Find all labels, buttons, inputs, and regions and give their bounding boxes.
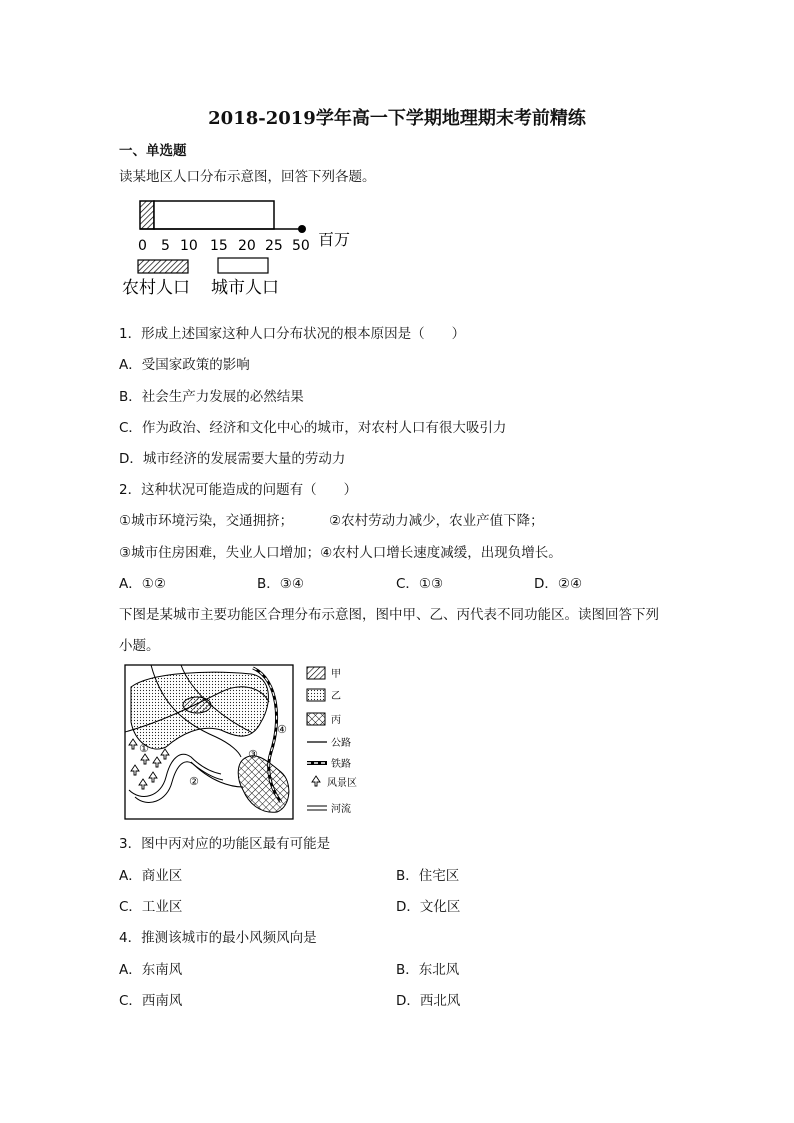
q1-stem: 1．形成上述国家这种人口分布状况的根本原因是（ ） xyxy=(119,326,466,342)
q2-option-b: B．③④ xyxy=(257,576,304,592)
document-title: 2018-2019学年高一下学期地理期末考前精练 xyxy=(208,108,586,129)
q3-option-c: C．工业区 xyxy=(119,899,183,915)
tick-label: 10 xyxy=(180,238,198,254)
legend-rural-swatch xyxy=(138,260,188,273)
legend-jia-label: 甲 xyxy=(331,669,341,680)
city-map-figure xyxy=(121,662,361,824)
q4-stem: 4．推测该城市的最小风频风向是 xyxy=(119,930,317,946)
marker-2: ② xyxy=(189,775,199,788)
tick-label: 50 xyxy=(292,238,310,254)
q4-option-c: C．西南风 xyxy=(119,993,183,1009)
legend-railway-label: 铁路 xyxy=(331,759,351,770)
legend-road-label: 公路 xyxy=(331,738,351,749)
legend-urban-swatch xyxy=(218,258,268,273)
q1-option-c: C．作为政治、经济和文化中心的城市，对农村人口有很大吸引力 xyxy=(119,420,507,436)
q2-statement-2: ②农村劳动力减少，农业产值下降； xyxy=(329,513,544,529)
q4-option-d: D．西北风 xyxy=(396,993,461,1009)
q3-stem: 3．图中丙对应的功能区最有可能是 xyxy=(119,836,331,852)
intro-2-line-1: 下图是某城市主要功能区合理分布示意图，图中甲、乙、丙代表不同功能区。读图回答下列 xyxy=(119,607,659,623)
legend-jia-swatch xyxy=(307,667,325,679)
legend-bing-swatch xyxy=(307,713,325,725)
q1-option-b: B．社会生产力发展的必然结果 xyxy=(119,389,304,405)
q2-option-c: C．①③ xyxy=(396,576,444,592)
marker-3: ③ xyxy=(248,748,258,761)
intro-2-line-2: 小题。 xyxy=(119,638,160,654)
legend-rural-label: 农村人口 xyxy=(122,278,190,298)
legend-scenic-label: 风景区 xyxy=(327,778,357,789)
legend-scenic-icon xyxy=(312,776,320,786)
q2-statement-1: ①城市环境污染，交通拥挤； xyxy=(119,513,294,529)
tick-label: 20 xyxy=(238,238,256,254)
tick-label: 0 xyxy=(138,238,147,254)
q1-option-d: D．城市经济的发展需要大量的劳动力 xyxy=(119,451,346,467)
q4-option-b: B．东北风 xyxy=(396,962,460,978)
intro-1: 读某地区人口分布示意图，回答下列各题。 xyxy=(119,169,376,185)
q2-option-d: D．②④ xyxy=(534,576,583,592)
legend-yi-swatch xyxy=(307,689,325,701)
legend-urban-label: 城市人口 xyxy=(211,278,279,298)
tick-label: 5 xyxy=(161,238,170,254)
q4-option-a: A．东南风 xyxy=(119,962,183,978)
tick-label: 15 xyxy=(210,238,228,254)
legend-yi-label: 乙 xyxy=(331,691,341,702)
section-heading: 一、单选题 xyxy=(119,143,187,159)
q3-option-b: B．住宅区 xyxy=(396,868,460,884)
q1-option-a: A．受国家政策的影响 xyxy=(119,357,250,373)
q3-option-d: D．文化区 xyxy=(396,899,461,915)
axis-end-dot xyxy=(298,225,306,233)
legend-bing-label: 丙 xyxy=(331,715,341,726)
q2-stem: 2．这种状况可能造成的问题有（ ） xyxy=(119,482,358,498)
rural-bar xyxy=(140,201,154,229)
q2-option-a: A．①② xyxy=(119,576,166,592)
unit-label: 百万 xyxy=(318,230,351,249)
marker-1: ① xyxy=(139,742,149,755)
urban-bar xyxy=(154,201,274,229)
legend-river-label: 河流 xyxy=(331,804,351,815)
q2-statements-3-4: ③城市住房困难，失业人口增加；④农村人口增长速度减缓，出现负增长。 xyxy=(119,545,562,561)
population-figure xyxy=(118,195,363,300)
tick-label: 25 xyxy=(265,238,283,254)
q3-option-a: A．商业区 xyxy=(119,868,183,884)
marker-4: ④ xyxy=(277,723,287,736)
